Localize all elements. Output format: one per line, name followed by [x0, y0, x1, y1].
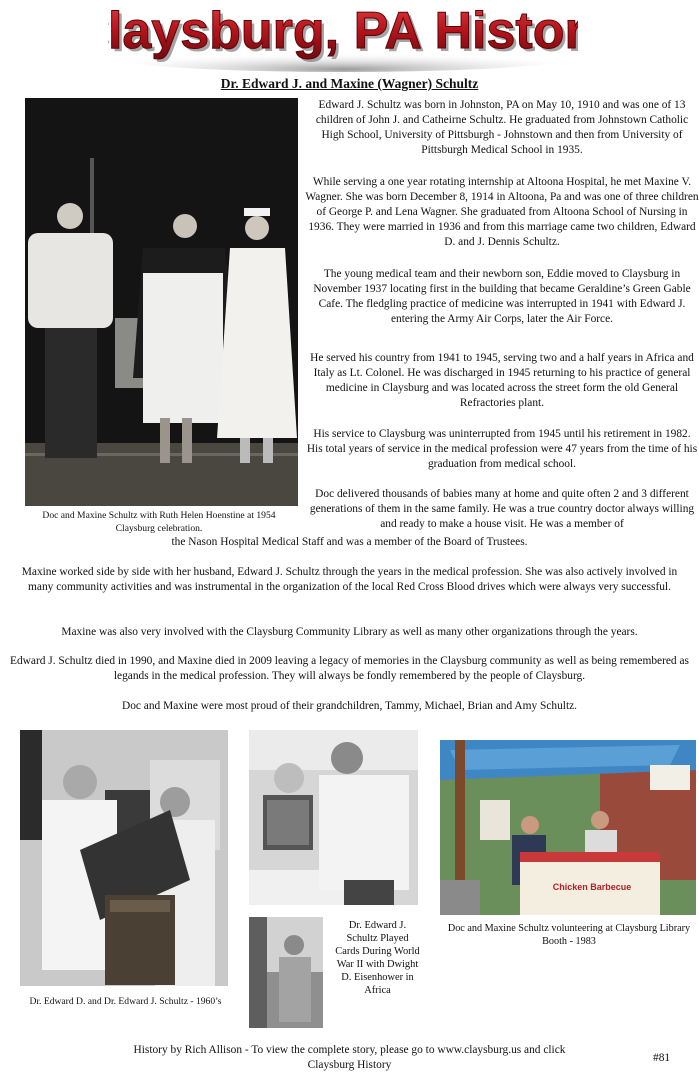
paragraph-military: He served his country from 1941 to 1945, serving two and a half years in Africa and Italy as Lt. Colonel. He was discharged in 1945 returning to his practice of general medicine in Claysburg and was located across the street form the old General Refractories plant. [310, 352, 694, 409]
booth-sign-text: Chicken Barbecue [552, 882, 632, 892]
paragraph-maxine-work: Maxine worked side by side with her husband, Edward J. Schultz through the years in the medical profession. She was also actively involved in many community activities and was instrumental in the organization of the local Red Cross Blood drives which were always very successful. [21, 566, 678, 593]
paragraph-nason-staff: the Nason Hospital Medical Staff and was a member of the Board of Trustees. [171, 536, 528, 548]
banner-title-shadow: laysburg, PA Histor [110, 5, 578, 63]
paragraph-babies: Doc delivered thousands of babies many at home and quite often 2 and 3 different generations of them in the same family. He was a true country doctor always willing and ready to make a house visit. He was a member of [309, 488, 695, 530]
paragraph-service: His service to Claysburg was uninterrupted from 1945 until his retirement in 1982. His total years of service in the medical profession were 47 years from the time of his graduation from medical school. [306, 428, 698, 470]
footer-credit [0, 1043, 699, 1073]
caption-library-photo: Doc and Maxine Schultz volunteering at Claysburg Library Booth - 1983 [447, 923, 691, 947]
paragraph-legacy: Edward J. Schultz died in 1990, and Maxine died in 2009 leaving a legacy of memories in the Claysburg community as well as being remembered as legands in the medical profession. They will always be fondly remembered by the people of Claysburg. [10, 655, 689, 682]
caption-xray-photo: Dr. Edward D. and Dr. Edward J. Schultz - 1960’s [29, 996, 222, 1007]
caption-eisenhower-photo: Dr. Edward J. Schultz Played Cards During World War II with Dwight D. Eisenhower in Africa [335, 920, 420, 996]
paragraph-grandchildren: Doc and Maxine were most proud of their grandchildren, Tammy, Michael, Brian and Amy Schultz. [121, 700, 578, 712]
caption-top-photo: Doc and Maxine Schultz with Ruth Helen Hoenstine at 1954 Claysburg celebration. [42, 510, 276, 534]
paragraph-library: Maxine was also very involved with the Claysburg Community Library as well as many other organizations through the years. [61, 626, 638, 638]
photo-doc-with-boy [249, 730, 418, 905]
photo-doc-maxine-ruth [25, 98, 298, 506]
page-number: #81 [653, 1052, 671, 1064]
page-subtitle: Dr. Edward J. and Maxine (Wagner) Schultz [220, 76, 479, 91]
footer-credit-text: History by Rich Allison - To view the complete story, please go to www.claysburg.us and click Claysburg History [133, 1044, 566, 1071]
banner-title: laysburg, PA Histor [108, 2, 578, 60]
paragraph-move-claysburg: The young medical team and their newborn son, Eddie moved to Claysburg in November 1937 locating first in the building that became Geraldine’s Green Gable Cafe. The fledgling practice of medicine was interrupted in 1941 with Edward J. entering the Army Air Corps, later the Air Force. [313, 268, 691, 325]
photo-soldier-portrait [249, 917, 323, 1028]
paragraph-internship: While serving a one year rotating internship at Altoona Hospital, he met Maxine V. Wagner. She was born December 8, 1914 in Altoona, Pa and was one of three children of George P. and Lena Wagner. She graduated from Altoona School of Nursing in 1936. They were married in 1936 and from this marriage came two children, Edward D. and J. Dennis Schultz. [305, 176, 699, 248]
paragraph-birth: Edward J. Schultz was born in Johnston, PA on May 10, 1910 and was one of 13 children of John J. and Catheirne Schultz. He graduated from Johnstown Catholic High School, University of Pittsburgh - Johnstown and then from University of Pittsburgh Medical School in 1935. [315, 99, 689, 156]
photo-xray-doctors [20, 730, 228, 986]
history-banner [108, 2, 578, 72]
photo-library-booth [440, 740, 696, 915]
